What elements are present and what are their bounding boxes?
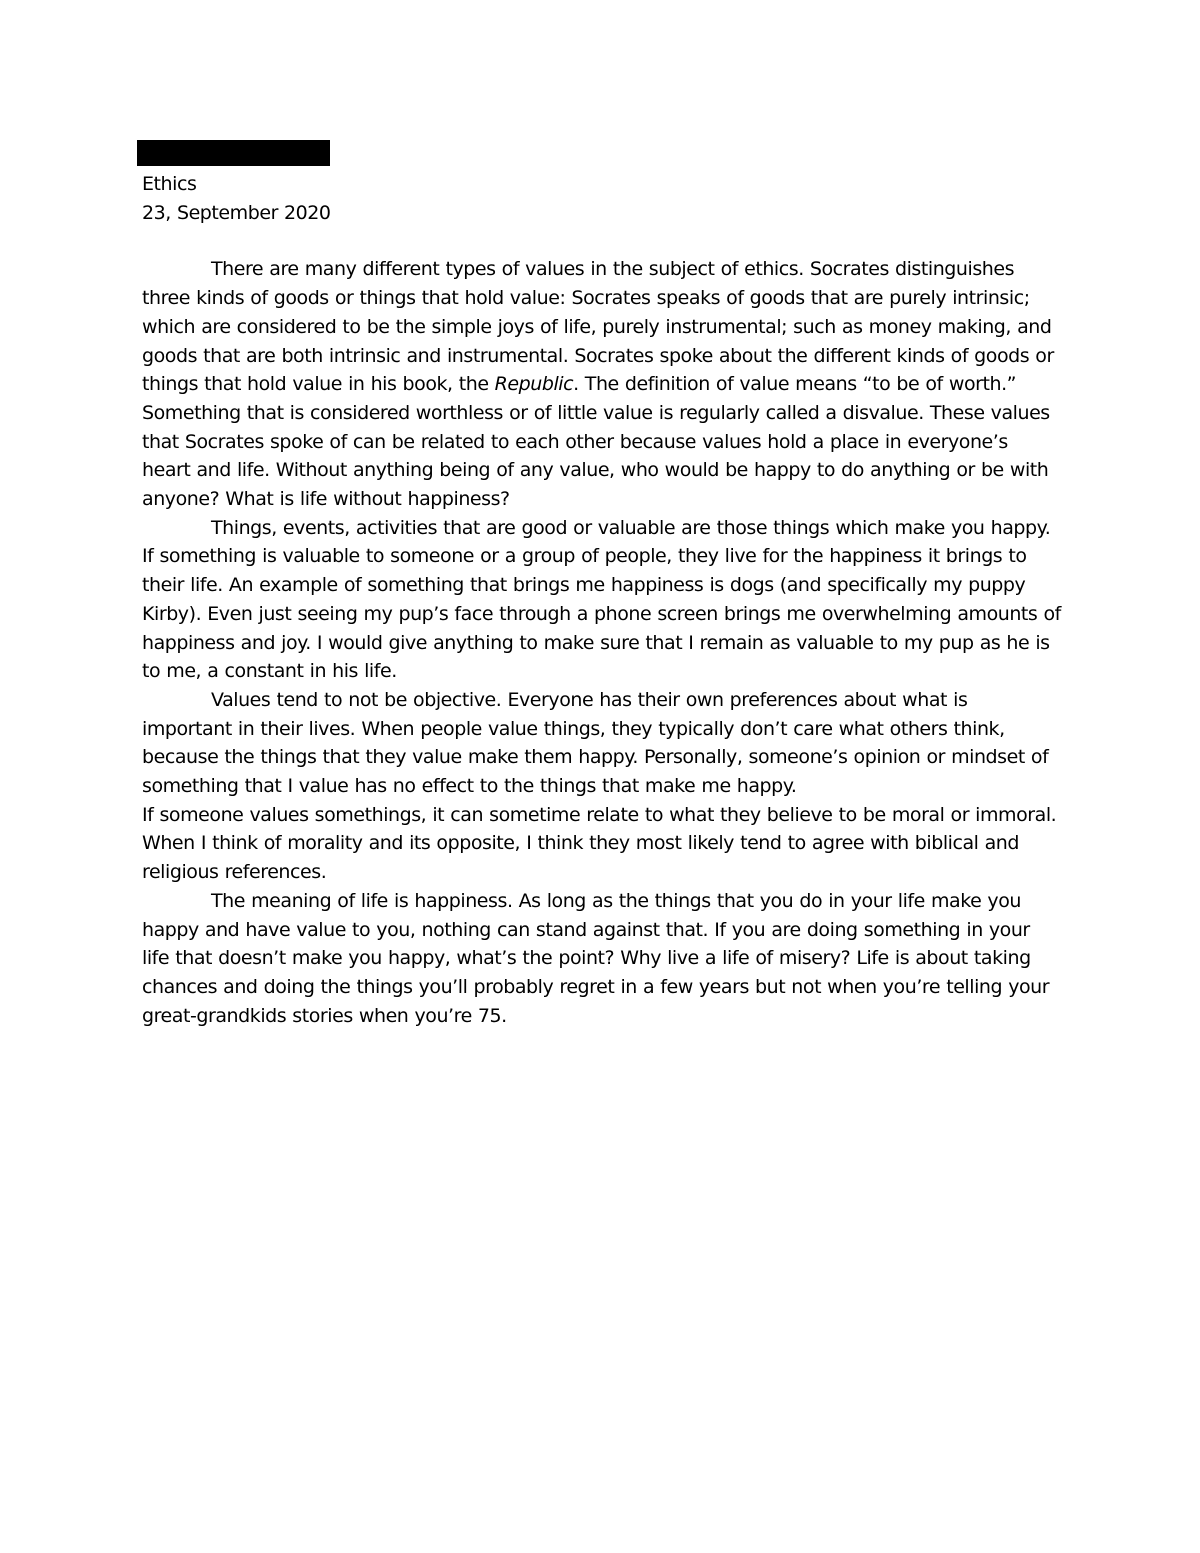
paragraph-5: The meaning of life is happiness. As long as the things that you do in your life make you happy and have value to you, nothing can stand against that. If you are doing something in your life that doesn’t make you happy, what’s the point? Why live a life of misery? Life is about taking chances and doing the things you’ll probably regret in a few years but not when you’re telling your great-grandkids stories when you’re 75. [142, 889, 1050, 1027]
paragraph-3: Values tend to not be objective. Everyone has their own preferences about what is important in their lives. When people value things, they typically don’t care what others think, because the things that they value make them happy. Personally, someone’s opinion or mindset of something that I value has no effect to the things that make me happy. [142, 688, 1049, 798]
redacted-name-block [137, 140, 330, 166]
course-name: Ethics [142, 173, 197, 195]
book-title-republic: Republic [494, 373, 574, 396]
document-date: 23, September 2020 [142, 201, 331, 224]
paragraph-2: Things, events, activities that are good or valuable are those things which make you happy. If something is valuable to someone or a group of people, they live for the happiness it brings to their life. An example of something that brings me happiness is dogs (and specifically my puppy Kirby). Even just seeing my pup’s face through a phone screen brings me overwhelming amounts of happiness and joy. I would give anything to make sure that I remain as valuable to my pup as he is to me, a constant in his life. [142, 516, 1061, 683]
paragraph-4: If someone values somethings, it can sometime relate to what they believe to be moral or immoral. When I think of morality and its opposite, I think they most likely tend to agree with biblical and religious references. [142, 803, 1057, 884]
paragraph-1-text-end: . The definition of value means “to be of worth.” Something that is considered worthless or of little value is regularly called a disvalue. These values that Socrates spoke of can be related to each other because values hold a place in everyone’s heart and life. Without anything being of any value, who would be happy to do anything or be with anyone? What is life without happiness? [142, 373, 1050, 511]
paragraph-1-text-start: There are many different types of values in the subject of ethics. Socrates distinguishes three kinds of goods or things that hold value: Socrates speaks of goods that are purely intrinsic; which are considered to be the simple joys of life, purely instrumental; such as money making, and goods that are both intrinsic and instrumental. Socrates spoke about the different kinds of goods or things that hold value in his book, the [142, 258, 1054, 396]
blank-line [142, 227, 1062, 255]
document-content [142, 140, 1062, 1030]
paragraph-1 [142, 255, 1062, 513]
